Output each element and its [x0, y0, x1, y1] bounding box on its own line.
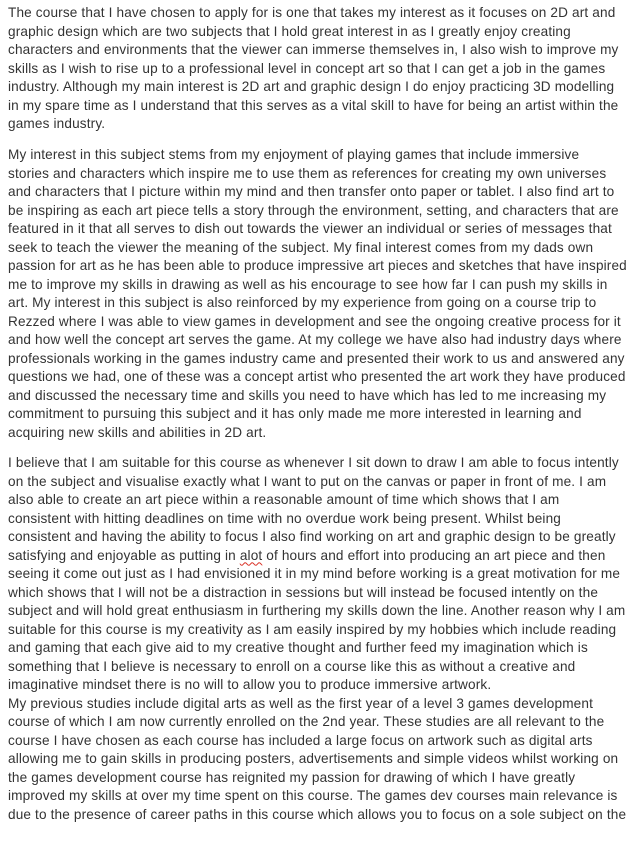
text-line: suitable for this course is my creativity as I am easily inspired by my hobbies which include reading — [8, 621, 617, 637]
text-line: subject and will hold great enthusiasm in furthering my skills down the line. Another reason why I am — [8, 603, 626, 618]
text-line: on the subject and visualise exactly what I want to put on the canvas or paper in front of me. I am — [8, 473, 607, 489]
text-line: seeing it come out just as I had envisioned it in my mind before working is a great motivation for me — [8, 566, 621, 581]
text-line: allowing me to gain skills in producing posters, advertisements and simple videos whilst working on — [8, 751, 619, 766]
text-line: in my spare time as I understand that this serves as a vital skill to have for being an artist within the — [8, 97, 619, 113]
text-line: questions we had, one of these was a concept artist who presented the art work they have produced — [8, 369, 626, 384]
text-line: me to improve my skills in drawing as well as his encourage to see how far I can push my skills in — [8, 276, 608, 292]
text-line: due to the presence of career paths in this course which allows you to focus on a sole subject on the — [8, 806, 627, 822]
text-line: consistent and having the ability to focus I also find working on art and graphic design to be greatly — [8, 529, 616, 544]
text-line: Rezzed where I was able to view games in development and see the ongoing creative process for it — [8, 313, 621, 329]
text-line: characters and environments that the viewer can immerse themselves in, I also wish to improve my — [8, 42, 619, 57]
text-line: consistent with hitting deadlines on time with no overdue work being present. Whilst being — [8, 510, 562, 526]
text-line: and how well the concept art serves the game. At my college we have also had industry days where — [8, 332, 622, 347]
text-line: I believe that I am suitable for this course as whenever I sit down to draw I am able to focus intently — [8, 455, 619, 470]
text-line: imaginative mindset there is no will to allow you to produce immersive artwork. — [8, 677, 492, 692]
text-line: and discussed the necessary time and skills you need to have which has led to me increasing my — [8, 387, 607, 403]
text-line: commitment to pursuing this subject and it has only made me more interested in learning and — [8, 406, 582, 421]
text-line: art. My interest in this subject is also reinforced by my experience from going on a course trip to — [8, 295, 597, 310]
text-line: My interest in this subject stems from my enjoyment of playing games that include immersive — [8, 147, 580, 162]
text-line: professionals working in the games industry came and presented their work to us and answered any — [8, 350, 625, 366]
text-line: The course that I have chosen to apply for is one that takes my interest as it focuses on 2D art and — [8, 5, 616, 20]
text-line: which shows that I will not be a distraction in sessions but will instead be focused intently on the — [8, 584, 599, 600]
text-line: course I have chosen as each course has included a large focus on artwork such as digital arts — [8, 732, 593, 748]
text-line: My previous studies include digital arts as well as the first year of a level 3 games development — [8, 695, 594, 711]
text-line-with-spelling-mark: satisfying and enjoyable as putting in alot of hours and effort into producing an art piece and then — [8, 547, 606, 563]
text-line: be inspiring as each art piece tells a story through the environment, setting, and characters that are — [8, 202, 619, 218]
spelling-error-mark[interactable]: alot — [239, 547, 263, 563]
text-line: something that I believe is necessary to enroll on a course like this as without a creative and — [8, 658, 576, 674]
text-line: also able to create an art piece within a reasonable amount of time which shows that I am — [8, 492, 560, 507]
text-line: seek to teach the viewer the meaning of the subject. My final interest comes from my dads own — [8, 239, 594, 255]
text-line: passion for art as he has been able to produce impressive art pieces and sketches that have inspired — [8, 258, 627, 273]
text-line: and gaming that each give aid to my creative thought and further feed my imagination which is — [8, 640, 588, 655]
text-line: featured in it that all serves to dish out towards the viewer an individual or series of messages that — [8, 221, 612, 236]
text-line: stories and characters which inspire me to use them as references for creating my own universes — [8, 165, 607, 181]
text-line: and characters that I picture within my mind and then transfer onto paper or tablet. I also find art to — [8, 184, 615, 199]
text-line: the games development course has reignited my passion for drawing of which I have greatly — [8, 769, 576, 785]
text-line: course of which I am now currently enrolled on the 2nd year. These studies are all relevant to the — [8, 714, 605, 729]
text-line: improved my skills at over my time spent on this course. The games dev courses main relevance is — [8, 788, 618, 803]
text-line: industry. Although my main interest is 2D art and graphic design I do enjoy practicing 3D modelling — [8, 79, 615, 94]
text-line: skills as I wish to rise up to a professional level in concept art so that I can get a job in the games — [8, 60, 606, 76]
text-line: acquiring new skills and abilities in 2D art. — [8, 424, 267, 440]
text-line: graphic design which are two subjects that I hold great interest in as I greatly enjoy creating — [8, 23, 571, 39]
text-line: games industry. — [8, 116, 106, 131]
